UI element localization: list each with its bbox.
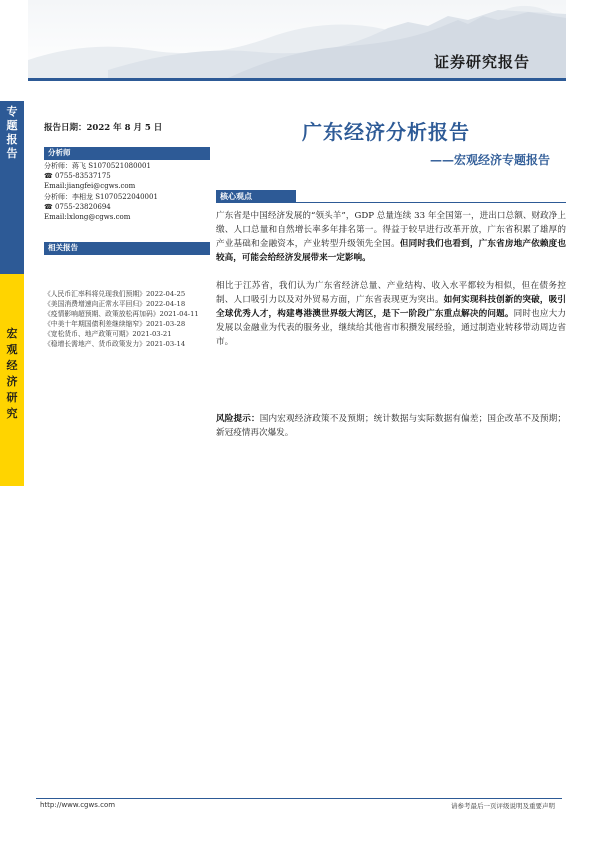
report-title: 广东经济分析报告 [302,120,470,144]
side-tab-category-label [0,274,24,422]
header-banner [28,0,566,78]
side-tab-report-type-label [0,101,24,161]
paragraph-text: 广东省是中国经济发展的“领头羊”，GDP 总量连续 33 年全国第一，进出口总额、财政净上缴、人口总量和自然增长率多年排名第一。得益于较早进行改革开放，广东省积累了雄厚的产业基础和金融资本，产业转型升级领先全国。 [216,211,566,249]
header-rule [28,78,566,81]
analyst-list [44,161,210,222]
paragraph-comparison [216,279,566,349]
analyst-line: ☎ 0755-83537175 [44,172,111,181]
paragraph-bold-text: 但同时我们也看到，广东省房地产依赖度也较高，可能会给经济发展带来一定影响。 [216,239,566,263]
core-view-rule [216,202,566,203]
header-title: 证券研究报告 [433,53,530,71]
analyst-section-header: 分析师 [44,147,210,159]
paragraph-bold-text: 如何实现科技创新的突破，吸引全球优秀人才，构建粤港澳世界级大湾区，是下一阶段广东重点解决的问题。 [216,295,566,319]
related-report-link[interactable]: 《宽松货币、地产政策可期》2021-03-21 [44,330,172,339]
related-report-link[interactable]: 《稳增长需地产、货币政策发力》2021-03-14 [44,340,186,349]
side-tab-category [0,274,24,486]
left-info-column [44,121,210,349]
side-tab-char: 济 [6,375,18,388]
footer-rule [36,798,562,799]
related-report-link[interactable]: 《疫情影响超预期、政策放松再加码》2021-04-11 [44,310,199,319]
report-subtitle: ——宏观经济专题报告 [430,153,551,167]
side-tab-char: 究 [6,407,18,420]
footer-url-link[interactable]: http://www.cgws.com [40,801,116,809]
analyst-line: ☎ 0755-23820694 [44,202,111,211]
paragraph-text: 同时也应大力发展以金融业为代表的服务业，继续给其他省市积攒发展经验，通过制造业转移带动周边省市。 [216,309,566,347]
analyst-section-rule [44,159,210,160]
analyst-line: 分析师：蒋飞 S1070521080001 [44,162,151,170]
report-date: 报告日期：2022 年 8 月 5 日 [44,123,163,133]
side-tab-char: 经 [6,359,18,372]
related-report-link[interactable]: 《中美十年期国债利差继续缩窄》2021-03-28 [44,320,186,329]
side-tab-report-type [0,101,24,274]
paragraph-overview [216,209,566,265]
analyst-line: 分析师：李相龙 S1070522040001 [44,192,158,201]
analyst-email-link[interactable]: Email:lxlong@cgws.com [44,213,131,222]
side-tab-char: 题 [6,119,18,132]
related-section-header: 相关报告 [44,242,210,254]
analyst-email-link[interactable]: Email:jiangfei@cgws.com [44,182,136,191]
related-report-list [44,289,210,349]
side-tab-char: 研 [6,391,18,404]
side-tab-char: 告 [6,147,18,160]
side-tab-char: 宏 [6,327,18,340]
related-report-link[interactable]: 《美国消费增速向正常水平回归》2022-04-18 [44,300,186,309]
risk-warning [216,412,566,440]
risk-text: 国内宏观经济政策不及预期；统计数据与实际数据有偏差；国企改革不及预期；新冠疫情再次爆发。 [216,414,566,438]
footer-disclaimer: 请参考最后一页评级说明及重要声明 [451,802,555,810]
core-view-header: 核心观点 [216,190,296,202]
risk-label: 风险提示： [216,414,260,424]
side-tab-char: 观 [6,343,18,356]
related-report-link[interactable]: 《人民币汇率科将兑现我们预期》2022-04-25 [44,290,186,299]
paragraph-text: 相比于江苏省，我们认为广东省经济总量、产业结构、收入水平都较为相似，但在债务控制、人口吸引力以及对外贸易方面，广东省表现更为突出。 [216,281,566,305]
side-tab-char: 专 [6,105,18,118]
side-tab-char: 报 [6,133,18,146]
related-section-rule [44,254,210,255]
